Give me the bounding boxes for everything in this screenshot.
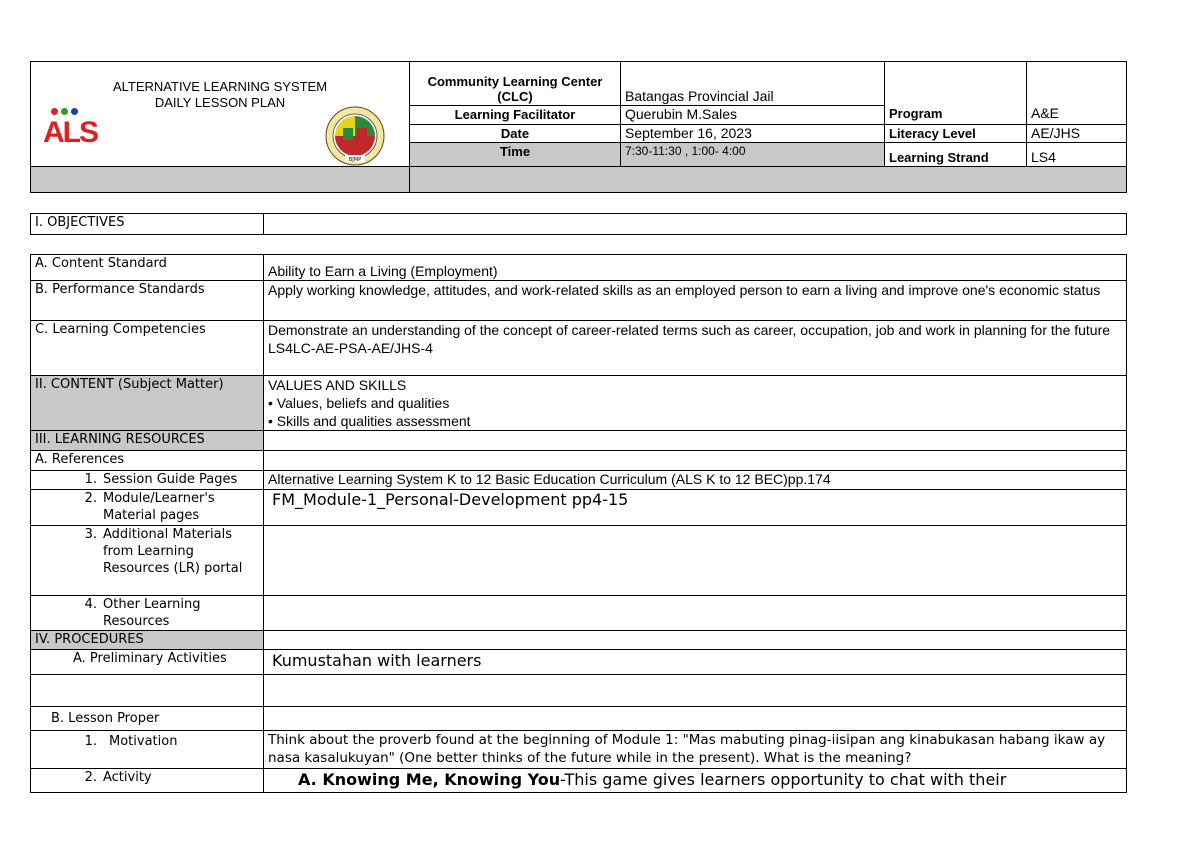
table-row xyxy=(31,596,1127,631)
preliminary-value: Kumustahan with learners xyxy=(264,650,1127,675)
session-guide-value: Alternative Learning System K to 12 Basic Education Curriculum (ALS K to 12 BEC)pp.174 xyxy=(264,471,1127,490)
clc-value: Batangas Provincial Jail xyxy=(621,62,885,106)
table-row xyxy=(31,731,1127,769)
blank-value xyxy=(264,675,1127,707)
objectives-table xyxy=(30,213,1127,235)
competencies-text: Demonstrate an understanding of the concept of career-related terms such as career, occupation, job and work in planning for the future xyxy=(268,322,1111,338)
strand-value: LS4 xyxy=(1027,143,1127,167)
program-value: A&E xyxy=(1027,62,1127,125)
system-title: ALTERNATIVE LEARNING SYSTEM xyxy=(112,79,328,94)
lesson-proper-value xyxy=(264,707,1127,731)
motivation-label: 1. Motivation xyxy=(31,731,264,769)
table-row xyxy=(31,451,1127,471)
strand-label: Learning Strand xyxy=(885,143,1027,167)
competencies-value xyxy=(264,321,1127,376)
table-row xyxy=(31,707,1127,731)
other-value xyxy=(264,596,1127,631)
header-blank-right xyxy=(410,167,1127,193)
blank-label xyxy=(31,675,264,707)
lesson-table xyxy=(30,254,1127,793)
additional-value xyxy=(264,526,1127,596)
content-label: II. CONTENT (Subject Matter) xyxy=(31,376,264,431)
content-bullet: • Skills and qualities assessment xyxy=(268,412,1122,430)
date-label: Date xyxy=(410,125,621,143)
program-label: Program xyxy=(885,62,1027,125)
module-label: 2. Module/Learner's Material pages xyxy=(31,490,264,526)
procedures-label: IV. PROCEDURES xyxy=(31,631,264,650)
table-row xyxy=(31,650,1127,675)
literacy-value: AE/JHS xyxy=(1027,125,1127,143)
als-logo xyxy=(43,106,97,158)
competencies-code: LS4LC-AE-PSA-AE/JHS-4 xyxy=(268,340,433,356)
date-value: September 16, 2023 xyxy=(621,125,885,143)
module-value: FM_Module-1_Personal-Development pp4-15 xyxy=(264,490,1127,526)
facilitator-value: Querubin M.Sales xyxy=(621,106,885,125)
table-row xyxy=(31,769,1127,793)
literacy-label: Literacy Level xyxy=(885,125,1027,143)
procedures-value xyxy=(264,631,1127,650)
performance-standards-label: B. Performance Standards xyxy=(31,281,264,321)
table-row xyxy=(31,526,1127,596)
clc-label: Community Learning Center (CLC) xyxy=(410,62,621,106)
table-row xyxy=(31,490,1127,526)
content-standard-value: Ability to Earn a Living (Employment) xyxy=(264,255,1127,281)
header-table xyxy=(30,61,1127,193)
seal-text: BJMP xyxy=(348,157,362,163)
preliminary-label: A. Preliminary Activities xyxy=(31,650,264,675)
activity-title: A. Knowing Me, Knowing You xyxy=(298,770,561,789)
table-row xyxy=(31,675,1127,707)
activity-text: -This game gives learners opportunity to chat with their xyxy=(560,770,1007,789)
content-standard-label: A. Content Standard xyxy=(31,255,264,281)
table-row xyxy=(31,431,1127,451)
bjmp-seal-icon xyxy=(325,106,385,166)
header-title-cell xyxy=(31,62,410,167)
time-value: 7:30-11:30 , 1:00- 4:00 xyxy=(621,143,885,167)
references-label: A. References xyxy=(31,451,264,471)
table-row xyxy=(31,281,1127,321)
content-title: VALUES AND SKILLS xyxy=(268,377,407,393)
activity-value xyxy=(264,769,1127,793)
other-label: 4. Other Learning Resources xyxy=(31,596,264,631)
lesson-proper-label: B. Lesson Proper xyxy=(31,707,264,731)
motivation-value: Think about the proverb found at the beginning of Module 1: "Mas mabuting pinag-iisipan ang kinabukasan habang ikaw ay nasa kasalukuyan" (One better thinks of the future while in the present). What is the meaning? xyxy=(264,731,1127,769)
session-guide-label: 1. Session Guide Pages xyxy=(31,471,264,490)
time-label: Time xyxy=(410,143,621,167)
resources-value xyxy=(264,431,1127,451)
competencies-label: C. Learning Competencies xyxy=(31,321,264,376)
header-blank-left xyxy=(31,167,410,193)
content-value xyxy=(264,376,1127,431)
plan-title: DAILY LESSON PLAN xyxy=(154,95,286,110)
content-bullet: • Values, beliefs and qualities xyxy=(268,394,1122,412)
references-value xyxy=(264,451,1127,471)
table-row xyxy=(31,631,1127,650)
table-row xyxy=(31,376,1127,431)
objectives-value xyxy=(264,214,1127,235)
performance-standards-value: Apply working knowledge, attitudes, and work-related skills as an employed person to earn a living and improve one's economic status xyxy=(264,281,1127,321)
activity-label: 2. Activity xyxy=(31,769,264,793)
resources-label: III. LEARNING RESOURCES xyxy=(31,431,264,451)
facilitator-label: Learning Facilitator xyxy=(410,106,621,125)
objectives-label: I. OBJECTIVES xyxy=(31,214,264,235)
als-logo-text: ALS xyxy=(43,116,97,149)
additional-label: 3. Additional Materials from Learning Resources (LR) portal xyxy=(31,526,264,596)
table-row xyxy=(31,255,1127,281)
table-row xyxy=(31,321,1127,376)
table-row xyxy=(31,471,1127,490)
